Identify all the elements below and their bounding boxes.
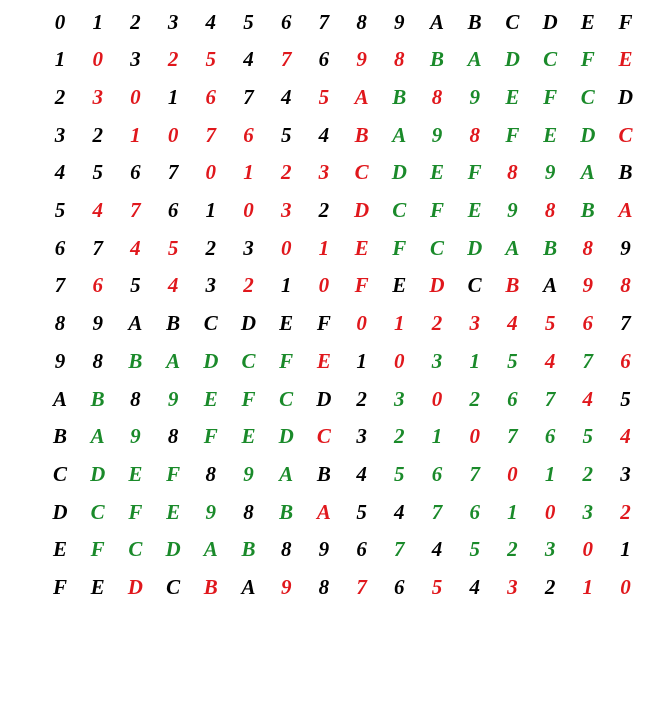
grid-cell: F <box>543 84 558 109</box>
grid-cell: E <box>52 537 67 562</box>
grid-cell: 7 <box>130 198 141 222</box>
grid-cell: 4 <box>356 461 367 486</box>
grid-cell: A <box>90 424 105 449</box>
grid-cell: F <box>316 311 331 336</box>
grid-cell: 1 <box>167 84 179 109</box>
grid-cell: 5 <box>469 537 480 562</box>
grid-cell: 2 <box>394 424 405 449</box>
grid-cell: D <box>617 84 634 109</box>
grid-cell: 9 <box>92 311 103 336</box>
grid-cell: 2 <box>167 47 179 72</box>
grid-cell: A <box>543 273 558 298</box>
grid-cell: 5 <box>431 575 443 599</box>
grid-cell: E <box>580 9 595 34</box>
grid-cell: 4 <box>167 273 179 298</box>
grid-cell: 5 <box>280 122 292 147</box>
grid-cell: F <box>52 575 67 599</box>
grid-cell: 0 <box>54 9 66 34</box>
grid-cell: 8 <box>243 499 254 524</box>
grid-cell: 2 <box>130 9 141 34</box>
grid-cell: 7 <box>469 461 480 486</box>
grid-cell: A <box>429 9 444 34</box>
grid-cell: 1 <box>243 160 254 185</box>
grid-cell: A <box>241 575 256 599</box>
grid-cell: 8 <box>92 348 103 373</box>
grid-cell: D <box>278 424 294 449</box>
grid-cell: 3 <box>431 348 443 373</box>
grid-cell: 8 <box>54 311 66 336</box>
grid-cell: A <box>52 386 67 411</box>
grid-cell: 0 <box>92 47 103 72</box>
grid-cell: 0 <box>205 160 217 185</box>
grid-cell: 3 <box>507 575 518 599</box>
grid-cell: 4 <box>620 424 631 449</box>
grid-cell: D <box>127 575 143 599</box>
grid-cell: D <box>391 160 407 185</box>
grid-cell: A <box>467 47 482 72</box>
grid-cell: F <box>90 537 105 562</box>
grid-cell: E <box>166 499 181 524</box>
grid-cell: 4 <box>280 84 292 109</box>
grid-cell: 9 <box>394 9 405 34</box>
grid-cell: 5 <box>318 84 330 109</box>
grid-cell: 3 <box>205 273 217 298</box>
grid-cell: 8 <box>167 424 179 449</box>
grid-cell: 4 <box>544 348 556 373</box>
grid-cell: 9 <box>582 273 594 298</box>
grid-cell: 7 <box>243 84 254 109</box>
grid-cell: B <box>279 499 294 524</box>
grid-cell: 3 <box>394 386 405 411</box>
grid-cell: E <box>203 386 218 411</box>
grid-cell: C <box>580 84 595 109</box>
grid-cell: 3 <box>620 461 631 486</box>
grid-cell: 6 <box>620 348 631 373</box>
grid-cell: 7 <box>280 47 292 72</box>
grid-cell: 8 <box>130 386 141 411</box>
grid-cell: B <box>90 386 105 411</box>
grid-cell: 4 <box>507 311 518 336</box>
grid-cell: 5 <box>92 160 103 185</box>
grid-cell: 6 <box>54 235 66 260</box>
grid-cell: 8 <box>469 122 480 147</box>
grid-cell: E <box>505 84 520 109</box>
grid-cell: 6 <box>167 198 179 222</box>
grid-cell: 5 <box>205 47 217 72</box>
grid-cell: 7 <box>582 348 594 373</box>
grid-cell: B <box>543 235 558 260</box>
grid-cell: F <box>580 47 595 72</box>
grid-cell: C <box>354 160 369 185</box>
grid-cell: 7 <box>205 122 217 147</box>
grid-cell: 9 <box>507 198 518 222</box>
grid-cell: C <box>543 47 558 72</box>
grid-cell: 7 <box>167 160 179 185</box>
grid-cell: 0 <box>130 84 141 109</box>
grid-cell: 9 <box>356 47 367 72</box>
grid-cell: C <box>241 348 256 373</box>
grid-cell: 0 <box>167 122 179 147</box>
grid-cell: 3 <box>544 537 556 562</box>
grid-cell: 2 <box>356 386 367 411</box>
grid-cell: C <box>203 311 218 336</box>
grid-cell: B <box>618 160 633 185</box>
grid-cell: 6 <box>507 386 518 411</box>
grid-cell: C <box>279 386 294 411</box>
grid-cell: C <box>392 198 407 222</box>
grid-cell: D <box>580 122 596 147</box>
grid-cell: D <box>504 47 520 72</box>
grid-cell: 6 <box>356 537 367 562</box>
grid-cell: D <box>165 537 181 562</box>
grid-cell: E <box>90 575 105 599</box>
grid-cell: E <box>128 461 143 486</box>
grid-cell: 1 <box>356 348 367 373</box>
grid-cell: A <box>316 499 331 524</box>
grid-cell: 8 <box>507 160 518 185</box>
grid-cell: D <box>52 499 68 524</box>
grid-cell: 7 <box>507 424 518 449</box>
grid-cell: 9 <box>431 122 443 147</box>
grid-cell: 3 <box>167 9 179 34</box>
grid-cell: E <box>467 198 482 222</box>
grid-cell: A <box>580 160 595 185</box>
grid-cell: 0 <box>394 348 405 373</box>
grid-cell: 7 <box>318 9 330 34</box>
grid-cell: 2 <box>92 122 103 147</box>
grid-cell: 8 <box>394 47 405 72</box>
grid-cell: 7 <box>92 235 103 260</box>
grid-cell: 0 <box>243 198 254 222</box>
grid-cell: A <box>166 348 181 373</box>
grid-cell: A <box>279 461 294 486</box>
grid-cell: 8 <box>582 235 594 260</box>
grid-cell: B <box>316 461 331 486</box>
grid-cell: F <box>429 198 444 222</box>
grid-cell: 7 <box>54 273 66 298</box>
grid-cell: 9 <box>280 575 292 599</box>
grid-cell: 2 <box>243 273 254 298</box>
grid-cell: 8 <box>356 9 367 34</box>
grid-cell: B <box>354 122 369 147</box>
grid-cell: D <box>203 348 219 373</box>
grid-cell: 8 <box>431 84 443 109</box>
grid-cell: 4 <box>54 160 66 185</box>
grid-cell: 4 <box>431 537 443 562</box>
grid-cell: 5 <box>394 461 405 486</box>
grid-cell: 4 <box>318 122 330 147</box>
grid-cell: 1 <box>130 122 141 147</box>
grid-cell: 9 <box>620 235 631 260</box>
grid-cell: B <box>392 84 407 109</box>
grid-cell: 6 <box>130 160 141 185</box>
grid-cell: E <box>543 122 558 147</box>
grid-cell: D <box>429 273 445 298</box>
grid-cell: C <box>166 575 181 599</box>
grid-cell: F <box>203 424 218 449</box>
grid-cell: 0 <box>318 273 330 298</box>
grid-cell: 5 <box>620 386 631 411</box>
grid-cell: 6 <box>469 499 480 524</box>
grid-cell: 6 <box>243 122 254 147</box>
grid-cell: E <box>316 348 331 373</box>
grid-cell: C <box>429 235 444 260</box>
grid-cell: 1 <box>620 537 631 562</box>
grid-cell: 8 <box>280 537 292 562</box>
grid-cell: A <box>128 311 143 336</box>
grid-cell: F <box>467 160 482 185</box>
grid-cell: 4 <box>92 198 103 222</box>
grid-cell: 3 <box>469 311 480 336</box>
grid-cell: 9 <box>205 499 217 524</box>
grid-cell: B <box>128 348 143 373</box>
grid-cell: A <box>203 537 218 562</box>
grid-cell: 0 <box>544 499 556 524</box>
grid-cell: 9 <box>54 348 66 373</box>
grid-cell: A <box>392 122 407 147</box>
grid-cell: 9 <box>130 424 141 449</box>
grid-cell: 5 <box>54 198 66 222</box>
grid-cell: 6 <box>582 311 594 336</box>
grid-cell: 0 <box>469 424 480 449</box>
grid-cell: 6 <box>544 424 556 449</box>
grid-cell: 0 <box>280 235 292 260</box>
grid-cell: 9 <box>544 160 556 185</box>
grid-cell: 2 <box>582 461 594 486</box>
grid-cell: E <box>618 47 633 72</box>
grid-cell: B <box>52 424 67 449</box>
grid-cell: 3 <box>280 198 292 222</box>
grid-cell: 2 <box>318 198 330 222</box>
grid-cell: D <box>542 9 558 34</box>
grid-cell: 2 <box>620 499 631 524</box>
grid-cell: 2 <box>280 160 292 185</box>
grid-cell: 1 <box>507 499 518 524</box>
grid-cell: 3 <box>243 235 254 260</box>
grid-cell: 9 <box>167 386 179 411</box>
grid-cell: F <box>241 386 256 411</box>
grid-cell: 3 <box>54 122 66 147</box>
grid-cell: 2 <box>54 84 66 109</box>
grid-cell: 3 <box>318 160 330 185</box>
grid-cell: 6 <box>394 575 405 599</box>
grid-cell: 7 <box>431 499 443 524</box>
grid-cell: E <box>354 235 369 260</box>
grid-cell: 5 <box>243 9 254 34</box>
grid-cell: B <box>203 575 218 599</box>
grid-cell: B <box>467 9 482 34</box>
grid-cell: 1 <box>318 235 330 260</box>
grid-cell: 7 <box>544 386 556 411</box>
grid-cell: 5 <box>582 424 594 449</box>
grid-cell: F <box>392 235 407 260</box>
grid-cell: B <box>505 273 520 298</box>
grid-cell: 9 <box>469 84 480 109</box>
grid-cell: 3 <box>582 499 594 524</box>
grid-cell: E <box>241 424 256 449</box>
grid-cell: 3 <box>356 424 367 449</box>
grid-cell: 6 <box>431 461 443 486</box>
grid-cell: 9 <box>243 461 254 486</box>
grid-cell: 1 <box>205 198 217 222</box>
grid-cell: 4 <box>469 575 480 599</box>
grid-cell: F <box>618 9 633 34</box>
grid-cell: 0 <box>620 575 631 599</box>
grid-cell: 5 <box>356 499 367 524</box>
grid-cell: 6 <box>205 84 217 109</box>
grid-cell: 2 <box>205 235 217 260</box>
grid-cell: 2 <box>507 537 518 562</box>
grid-cell: 4 <box>582 386 594 411</box>
grid-cell: 1 <box>54 47 66 72</box>
grid-cell: 5 <box>544 311 556 336</box>
grid-cell: B <box>429 47 444 72</box>
grid-cell: 5 <box>507 348 518 373</box>
grid-cell: E <box>392 273 407 298</box>
grid-cell: 3 <box>130 47 141 72</box>
grid-cell: C <box>90 499 105 524</box>
grid-cell: 8 <box>318 575 330 599</box>
grid-cell: 4 <box>130 235 141 260</box>
grid-cell: E <box>429 160 444 185</box>
grid-cell: D <box>240 311 257 336</box>
grid-cell: A <box>618 198 633 222</box>
grid-cell: 1 <box>431 424 443 449</box>
grid-cell: F <box>128 499 143 524</box>
grid-cell: 8 <box>544 198 556 222</box>
grid-cell: F <box>354 273 369 298</box>
grid-cell: 6 <box>280 9 292 34</box>
grid-cell: 1 <box>92 9 103 34</box>
grid-cell: C <box>505 9 520 34</box>
grid-cell: 9 <box>318 537 330 562</box>
grid-cell: 5 <box>167 235 179 260</box>
grid-cell: A <box>505 235 520 260</box>
grid-cell: D <box>354 198 370 222</box>
grid-cell: 1 <box>544 461 556 486</box>
grid-cell: D <box>90 461 106 486</box>
grid-cell: 6 <box>92 273 103 298</box>
grid-cell: C <box>467 273 482 298</box>
grid-cell: D <box>316 386 332 411</box>
grid-cell: 0 <box>582 537 594 562</box>
grid-cell: 1 <box>469 348 480 373</box>
grid-cell: 8 <box>205 461 217 486</box>
grid-cell: 4 <box>394 499 405 524</box>
grid-cell: D <box>467 235 483 260</box>
grid-cell: 7 <box>394 537 405 562</box>
grid-cell: F <box>166 461 181 486</box>
grid-cell: C <box>618 122 633 147</box>
grid-cell: 4 <box>205 9 217 34</box>
grid-cell: 0 <box>431 386 443 411</box>
grid-cell: 3 <box>92 84 103 109</box>
grid-cell: 1 <box>280 273 292 298</box>
grid-cell: 7 <box>356 575 367 599</box>
grid-cell: 2 <box>544 575 556 599</box>
grid-cell: 4 <box>243 47 254 72</box>
grid-cell: 1 <box>394 311 405 336</box>
grid-cell: F <box>279 348 294 373</box>
grid-cell: C <box>316 424 331 449</box>
grid-cell: 7 <box>620 311 631 336</box>
grid-cell: 1 <box>582 575 594 599</box>
grid-cell: E <box>279 311 294 336</box>
grid-cell: C <box>52 461 67 486</box>
grid-cell: 5 <box>130 273 141 298</box>
grid-cell: 2 <box>431 311 443 336</box>
grid-cell: F <box>505 122 520 147</box>
grid-cell: 0 <box>507 461 518 486</box>
grid-cell: B <box>166 311 181 336</box>
grid-cell: A <box>354 84 369 109</box>
grid-cell: 0 <box>356 311 367 336</box>
grid-cell: C <box>128 537 143 562</box>
grid-cell: B <box>580 198 595 222</box>
grid-cell: 6 <box>318 47 330 72</box>
grid-cell: 2 <box>469 386 480 411</box>
grid-cell: B <box>241 537 256 562</box>
grid-cell: 8 <box>620 273 631 298</box>
